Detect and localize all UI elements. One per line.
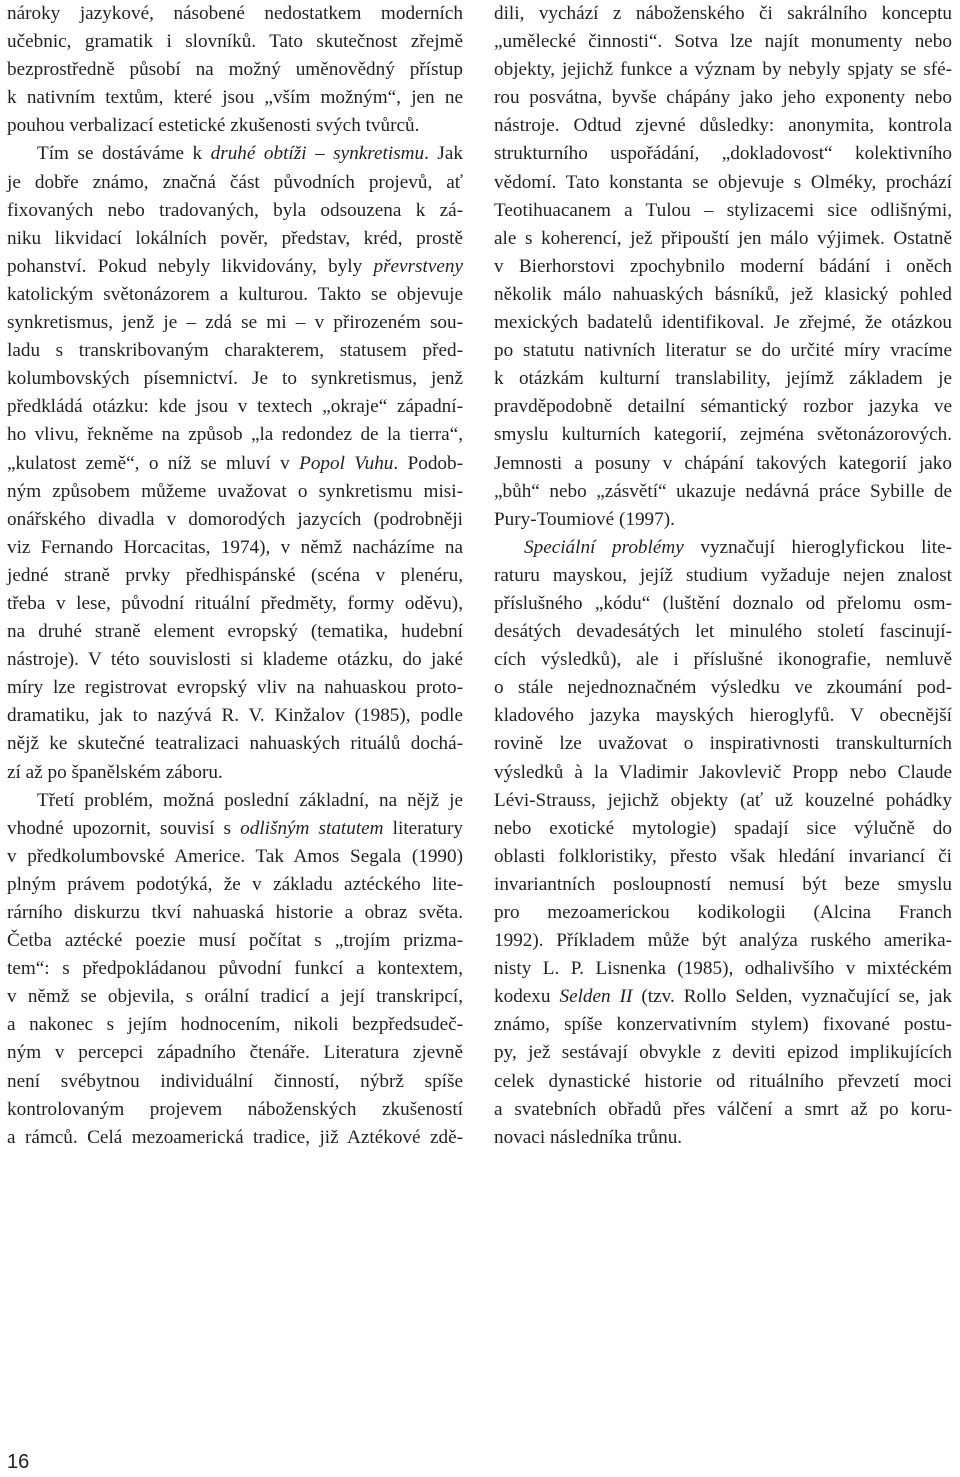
right-column-line: [494, 674, 952, 702]
text-segment: viz Fernando Horcacitas, 1974), v němž nacházíme na: [7, 536, 463, 558]
text-segment: bezprostředně působí na možný uměnovědný přístup: [7, 59, 463, 81]
text-segment: raturu mayskou, jejíž studium vyžaduje nejen znalost: [494, 564, 952, 586]
text-segment: mexických badatelů identifikoval. Je zřejmé, že otázkou: [494, 312, 952, 334]
left-column-line: [7, 281, 463, 309]
text-segment: katolickým světonázorem a kulturou. Takto se objevuje: [7, 283, 463, 305]
text-segment: v Bierhorstovi zpochybnilo moderní bádání i oněch: [494, 255, 952, 277]
text-segment: cích výsledků), ale i příslušné ikonografie, nemluvě: [494, 649, 952, 671]
italic-text: druhé obtíži – synkretismu: [210, 143, 425, 165]
left-column-line: [7, 309, 463, 337]
left-column-line: [7, 478, 463, 506]
right-column-line: [494, 1068, 952, 1096]
text-segment: v němž se objevila, s orální tradicí a její transkripcí,: [7, 986, 463, 1008]
text-segment: Pury-Toumiové (1997).: [494, 508, 675, 530]
text-segment: niku likvidací lokálních pověr, představ, kréd, prostě: [7, 227, 463, 249]
text-segment: „umělecké činnosti“. Sotva lze najít monumenty nebo: [494, 31, 952, 53]
right-column-line: [494, 843, 952, 871]
right-column-line: [494, 197, 952, 225]
text-segment: pro mezoamerickou kodikologii (Alcina Franch: [494, 902, 952, 923]
text-segment: dramatiku, jak to nazývá R. V. Kinžalov (1985), podle: [7, 705, 463, 727]
text-segment: py, jež sestávají obvykle z deviti epizod implikujících: [494, 1042, 952, 1064]
right-column-line: [494, 787, 952, 815]
text-segment: „bůh“ nebo „zásvětí“ ukazuje nedávná práce Sybille de: [494, 480, 952, 502]
text-segment: Teotihuacanem a Tulou – stylizacemi sice odlišnými,: [494, 199, 952, 221]
left-column-line: [7, 955, 463, 983]
text-segment: je dobře známo, značná část původních projevů, ať: [7, 171, 463, 193]
text-segment: kodexu: [494, 986, 560, 1008]
left-column-line: [7, 871, 463, 899]
text-segment: nisty L. P. Lisnenka (1985), odhalivšího v mixtéckém: [494, 958, 952, 980]
text-segment: dili, vychází z náboženského či sakrálního konceptu: [494, 3, 952, 24]
text-segment: kontrolovaným projevem náboženských zkušeností: [7, 1098, 463, 1120]
right-column-line: [494, 815, 952, 843]
text-segment: kladového jazyka mayských hieroglyfů. V obecnější: [494, 705, 952, 727]
text-segment: a rámců. Celá mezoamerická tradice, již Aztékové zdě-: [7, 1126, 463, 1148]
text-segment: vhodné upozornit, souvisí s: [7, 817, 241, 839]
left-column-line: [7, 1068, 463, 1096]
left-column-line: [7, 112, 463, 140]
left-column-line: [7, 534, 463, 562]
left-column-line: [7, 702, 463, 730]
left-column-line: [7, 674, 463, 702]
text-segment: tem“: s předpokládanou původní funkcí a kontextem,: [7, 958, 463, 980]
right-column-line: [494, 646, 952, 674]
right-column-line: [494, 365, 952, 393]
right-column-line: [494, 393, 952, 421]
left-column-line: [7, 646, 463, 674]
right-column-line: [494, 534, 952, 562]
text-segment: a svatebních obřadů přes válčení a smrt až po koru-: [494, 1098, 952, 1120]
left-column-line: [7, 927, 463, 955]
right-column-line: [494, 1124, 952, 1152]
text-segment: učebnic, gramatik i slovníků. Tato skutečnost zřejmě: [7, 31, 463, 53]
italic-text: Popol Vuhu: [299, 452, 394, 474]
right-text-column: [494, 0, 952, 1152]
text-segment: rárního diskurzu tkví nahuaská historie a obraz světa.: [7, 902, 463, 923]
left-column-line: [7, 197, 463, 225]
left-column-line: [7, 56, 463, 84]
text-segment: ladu s transkribovaným charakterem, statusem před-: [7, 340, 463, 362]
text-segment: . Jak: [424, 143, 464, 165]
right-column-line: [494, 112, 952, 140]
right-column-line: [494, 28, 952, 56]
right-column-line: [494, 253, 952, 281]
text-segment: oblasti folkloristiky, přesto však hledání invariancí či: [494, 845, 952, 867]
text-segment: pohanství. Pokud nebyly likvidovány, byly: [7, 255, 374, 277]
right-column-line: [494, 421, 952, 449]
text-segment: kolumbovských písemnictví. Je to synkretismus, jenž: [7, 368, 463, 390]
text-segment: míry lze registrovat evropský vliv na nahuaskou proto-: [7, 677, 463, 699]
left-column-line: [7, 365, 463, 393]
text-segment: celek dynastické historie od rituálního převzetí moci: [494, 1070, 952, 1092]
right-column-line: [494, 450, 952, 478]
text-segment: pravděpodobně detailní sémantický rozbor jazyka ve: [494, 396, 952, 418]
left-column-line: [7, 253, 463, 281]
right-column-line: [494, 562, 952, 590]
right-column-line: [494, 281, 952, 309]
text-segment: smyslu kulturních kategorií, zejména světonázorových.: [494, 424, 952, 446]
left-text-column: [7, 0, 463, 1152]
right-column-line: [494, 0, 952, 28]
right-column-line: [494, 337, 952, 365]
text-segment: výsledků à la Vladimir Jakovlevič Propp nebo Claude: [494, 761, 952, 783]
text-segment: nároky jazykové, násobené nedostatkem moderních: [7, 3, 463, 24]
text-segment: Jemnosti a posuny v chápání takových kategorií jako: [494, 452, 952, 474]
text-segment: onářského divadla v domorodých jazycích (podrobněji: [7, 508, 463, 530]
text-segment: strukturního uspořádání, „dokladovost“ kolektivního: [494, 143, 952, 165]
text-segment: ným způsobem můžeme uvažovat o synkretismu misi-: [7, 480, 463, 502]
right-column-line: [494, 955, 952, 983]
text-segment: Četba aztécké poezie musí počítat s „trojím prizma-: [7, 930, 463, 952]
left-column-line: [7, 843, 463, 871]
text-segment: třeba v lese, původní rituální předměty, formy oděvu),: [7, 592, 463, 614]
left-column-line: [7, 393, 463, 421]
page-number: 16: [7, 1451, 30, 1473]
text-segment: a nakonec s jejím hodnocením, nikoli bezpředsudeč-: [7, 1014, 463, 1036]
right-column-line: [494, 590, 952, 618]
text-segment: ale s koherencí, jež připouští jen málo výjimek. Ostatně: [494, 227, 952, 249]
text-segment: známo, spíše konzervativním stylem) fixované postu-: [494, 1014, 952, 1036]
left-column-line: [7, 1124, 463, 1152]
left-column-line: [7, 1039, 463, 1067]
right-column-line: [494, 927, 952, 955]
left-column-line: [7, 337, 463, 365]
text-segment: literatury: [383, 817, 463, 839]
left-column-line: [7, 84, 463, 112]
text-segment: Lévi-Strauss, jejichž objekty (ať už kouzelné pohádky: [494, 789, 952, 811]
left-column-line: [7, 562, 463, 590]
text-segment: „kulatost země“, o níž se mluví v: [7, 452, 300, 474]
italic-text: převrstveny: [373, 255, 463, 277]
right-column-line: [494, 759, 952, 787]
right-column-line: [494, 1096, 952, 1124]
right-column-line: [494, 702, 952, 730]
right-column-line: [494, 1011, 952, 1039]
text-segment: jedné straně prvky předhispánské (scéna v plenéru,: [7, 564, 463, 586]
text-segment: nástroje). V této souvislosti si klademe otázku, do jaké: [7, 649, 463, 671]
text-segment: příslušného „kódu“ (luštění doznalo od přelomu osm-: [494, 592, 952, 614]
right-column-line: [494, 618, 952, 646]
text-segment: po statutu nativních literatur se do určité míry vracíme: [494, 340, 952, 362]
right-column-line: [494, 84, 952, 112]
right-column-line: [494, 983, 952, 1011]
left-column-line: [7, 140, 463, 168]
text-segment: o stále nejednoznačném výsledku ve zkoumání pod-: [494, 677, 952, 699]
text-segment: 1992). Příkladem může být analýza ruského amerika-: [494, 930, 952, 952]
left-column-line: [7, 506, 463, 534]
left-column-line: [7, 730, 463, 758]
left-column-line: [7, 1096, 463, 1124]
right-column-line: [494, 871, 952, 899]
left-column-line: [7, 225, 463, 253]
text-segment: plným právem podotýká, že v základu aztéckého lite-: [7, 873, 463, 895]
text-segment: zí až po španělském záboru.: [7, 761, 223, 783]
text-segment: k otázkám kulturní translability, jejímž základem je: [494, 368, 952, 390]
text-segment: novaci následníka trůnu.: [494, 1126, 683, 1148]
left-column-line: [7, 1011, 463, 1039]
right-column-line: [494, 899, 952, 927]
left-column-line: [7, 0, 463, 28]
right-column-line: [494, 56, 952, 84]
italic-text: Speciální problémy: [524, 536, 684, 558]
left-column-line: [7, 450, 463, 478]
text-segment: invariantních posloupností nemusí být beze smyslu: [494, 873, 952, 895]
text-segment: na druhé straně element evropský (tematika, hudební: [7, 621, 463, 643]
left-column-line: [7, 899, 463, 927]
right-column-line: [494, 730, 952, 758]
text-segment: nástroje. Odtud zjevné důsledky: anonymita, kontrola: [494, 115, 952, 137]
left-column-line: [7, 787, 463, 815]
italic-text: odlišným statutem: [240, 817, 384, 839]
text-segment: ho vlivu, řekněme na způsob „la redondez de la tierra“,: [7, 424, 463, 446]
right-column-line: [494, 478, 952, 506]
text-segment: pouhou verbalizací estetické zkušenosti svých tvůrců.: [7, 115, 420, 137]
text-segment: ným v percepci západního čtenáře. Literatura zjevně: [7, 1042, 463, 1064]
text-segment: rovině lze uvažovat o inspirativnosti transkulturních: [494, 733, 952, 755]
text-segment: Třetí problém, možná poslední základní, na nějž je: [37, 789, 463, 811]
text-segment: desátých devadesátých let minulého století fascinují-: [494, 621, 952, 643]
left-column-line: [7, 169, 463, 197]
text-segment: . Podob-: [393, 452, 464, 474]
text-segment: nebo exotické mytologie) spadají sice výlučně do: [494, 817, 952, 839]
right-column-line: [494, 169, 952, 197]
right-column-line: [494, 1039, 952, 1067]
text-segment: předkládá otázku: kde jsou v textech „okraje“ západní-: [7, 396, 463, 418]
text-segment: v předkolumbovské Americe. Tak Amos Segala (1990): [7, 845, 463, 867]
left-column-line: [7, 983, 463, 1011]
left-column-line: [7, 421, 463, 449]
left-column-line: [7, 759, 463, 787]
right-column-line: [494, 140, 952, 168]
right-column-line: [494, 506, 952, 534]
left-column-line: [7, 618, 463, 646]
text-segment: fixovaných nebo tradovaných, byla odsouzena k zá-: [7, 199, 463, 221]
text-segment: rou posvátna, byvše chápány jako jeho exponenty nebo: [494, 87, 952, 109]
text-segment: Tím se dostáváme k: [37, 143, 211, 165]
text-segment: vědomí. Tato konstanta se objevuje s Olméky, prochází: [494, 171, 952, 193]
text-segment: synkretismus, jenž je – zdá se mi – v přirozeném sou-: [7, 312, 463, 334]
right-column-line: [494, 225, 952, 253]
left-column-line: [7, 590, 463, 618]
left-column-line: [7, 815, 463, 843]
text-segment: k nativním textům, které jsou „vším možným“, jen ne: [7, 87, 463, 109]
left-column-line: [7, 28, 463, 56]
text-segment: nějž ke skutečné teatralizaci nahuaských rituálů dochá-: [7, 733, 463, 755]
italic-text: Selden II: [559, 986, 633, 1008]
text-segment: objekty, jejichž funkce a význam by nebyly spjaty se sfé-: [494, 59, 952, 81]
text-segment: není svébytnou individuální činností, nýbrž spíše: [7, 1070, 463, 1092]
text-segment: (tzv. Rollo Selden, vyznačující se, jak: [632, 986, 952, 1008]
right-column-line: [494, 309, 952, 337]
text-segment: několik málo nahuaských básníků, jež klasický pohled: [494, 283, 952, 305]
text-segment: vyznačují hieroglyfickou lite-: [683, 536, 952, 558]
